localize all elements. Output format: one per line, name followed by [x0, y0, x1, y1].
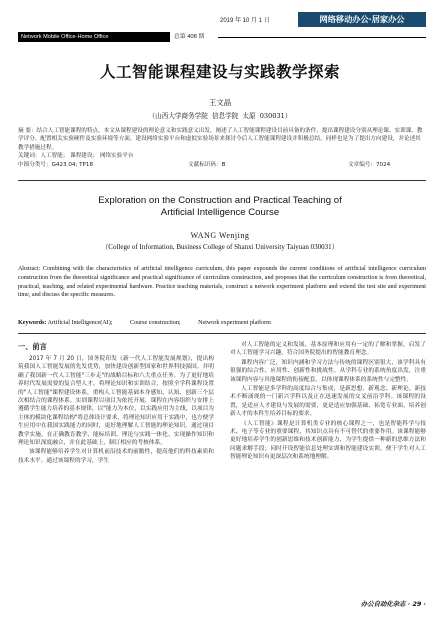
author-name: 王文晶 [208, 98, 232, 107]
body-paragraph: 课程内容广泛，知识内涵和学习方法与传统的课程区别很大，该学科具有很强的综合性、应用性、创新性和挑战性。从学科专业的系统角度出发，注重该课程内容与其他课程的衔接配套，以体现课程体系的系统性与完整性。 [230, 359, 426, 383]
keywords-label: Keywords: [18, 320, 47, 326]
issue-number: 总第 408 期 [174, 34, 205, 40]
article-title: 人工智能课程建设与实践教学探索 [99, 63, 340, 81]
english-title [0, 195, 440, 219]
english-title-line-1: Exploration on the Construction and Practical Teaching of [98, 195, 342, 206]
journal-brand-banner: 网络移动办公·居家办公 [298, 12, 426, 27]
keyword-item: Artificial Intelligence(AI); [47, 320, 113, 326]
body-column-left [18, 341, 214, 466]
abstract-cn: 摘 要：结合人工智能课程的特点，本文从课程建设的理论意义和实践意义出发，阐述了人工智能课程建设目前具备的条件，提出课程建设分别从理论课、实训课、教学评分、配置相关实验硬件及实验环境等方面，建设网络实验平台和虚拟实验场景来探讨今后人工智能课程建设并积极总结，同样也是为了提出方向建设，并论述其教学措施过程。 [18, 128, 423, 151]
keywords-cn: 关键词：人工智能； 课程建设； 网络实验平台 [18, 153, 134, 159]
body-paragraph: 人工智能是多学科的高度综合与集成，是新思想、新观念、新理论、新技术不断涌现的一门新兴学科以及正在迅速发展的交叉前沿学科。该课程的设置，是适应人才建设与发展的需要，更是适应加强基础、拓宽专业面、培养创新人才的本科生培养目标的要求。 [230, 386, 426, 418]
document-code: 文献标识码：B [188, 162, 226, 168]
body-paragraph: 该课程能够培养学生对计算机前沿技术的前瞻性，提高他们的科技素质和技术水平。通过该课程的学习，学生 [18, 449, 214, 464]
body-column-right [230, 341, 426, 463]
author-affiliation: （山西大学商务学院 信息学院 太原 030031） [148, 112, 292, 120]
english-keywords [18, 320, 426, 326]
keyword-item: Network experiment platform [198, 320, 271, 326]
article-number: 文章编号：7024 [348, 162, 391, 168]
publication-date: 2019 年 10 月 1 日 [220, 18, 270, 24]
classification-row [18, 160, 426, 169]
clc-number: 中图分类号：G423.04; TP18 [18, 162, 94, 168]
body-divider [18, 333, 426, 334]
page-footer: 办公自动化杂志 · 29 · [360, 600, 426, 608]
journal-name-label: Network Mobile Office·Home Office [18, 32, 170, 42]
keyword-item: Course construction; [129, 320, 181, 326]
body-paragraph: 2017 年 7 月 20 日，国务院印发《新一代人工智能发展规划》，提出构筑我国人工智能发展的先发优势，加快建设创新型国家和世界科技强国。并明确了我国新一代人工智能"三步走"的战略目标和六大重点任务。为了更好地培养时代发展需要的复合型人才，将理论知识和实训结合，按照全学科课程设置的"人工智能"课程建设体系，重构人工智能基础本身感知、认知、创新三个层次相结合的课程体系。实训课程以项目为依托开展，课程在内容组织与安排上遵循学生能力培养的基本规律，以"能力为本位，以实践应用为主线，以项目为主体的模块化课程结构"将总体设计要求，将理论知识应用于实践中，也方便学生应用中在我国实践能力的同时，更好地理解人工智能的理论知识。通过项目教学实施，在正确教育教学、能标培训、理论与实践一体化、实现操作知识和理论知识深度融合，并在此基础上，制订相应的考核体系。 [18, 356, 214, 447]
body-paragraph: 对人工智能的定义和发展、基本原理和应用有一定的了解和掌握，启发了对人工智能学习兴趣，符合国务院提出的智能教育理念。 [230, 342, 426, 357]
english-author: WANG Wenjing [190, 231, 250, 240]
header-divider [218, 37, 426, 38]
body-paragraph: 《人工智能》课程是计算机类专业的核心课程之一，也是智能科学与技术、电子等专业的重要课程，其知识点具有不可替代的重要作用。该课程能够更好地培养学生的创新思维和技术创新能力，为学生提供一种新的思维方法和问题求解手段；同时开设智能信息处理实训和智能建设实训，便于学生对人工智能理论知识有更深层次和系统地理解。 [230, 420, 426, 461]
english-title-line-2: Artificial Intelligence Course [160, 207, 280, 218]
section-divider [18, 180, 426, 181]
english-affiliation: （College of Information, Business College of Shanxi University Taiyuan 030031） [101, 243, 339, 251]
journal-bar [18, 32, 426, 42]
page-header [216, 14, 426, 26]
english-abstract: Abstract: Combining with the characteristics of artificial intelligence curriculum, this paper expounds the current conditions of artificial intelligence curriculum construction from the theoretical significance and practical significance of curriculum construction, and proposes that the curriculum construction is from theoretical, practical, teaching, and related experimental hardware. Practice teaching materials, construct a network experiment platform and extend the test site and experiment time, and discuss the specific measures. [18, 266, 426, 299]
section-heading: 一、前言 [18, 342, 47, 351]
